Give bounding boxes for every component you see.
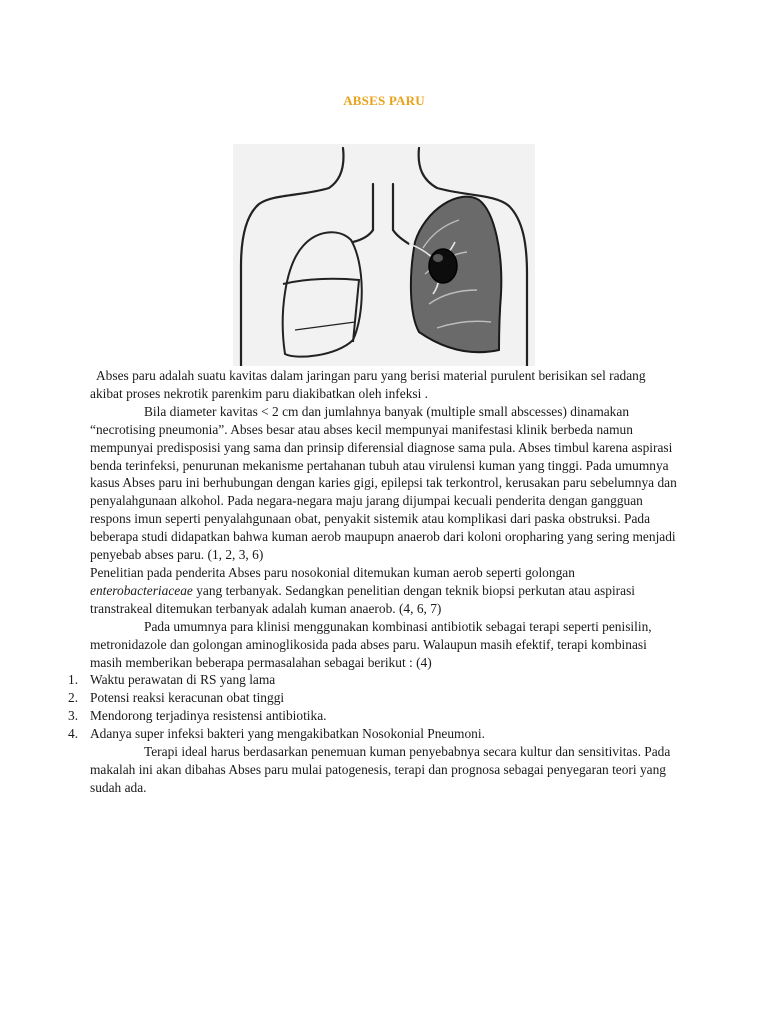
- list-item: [68, 689, 680, 707]
- list-item-number: 3.: [68, 708, 79, 724]
- paragraph-conclusion: Terapi ideal harus berdasarkan penemuan kuman penyebabnya secara kultur dan sensitivitas. Pada makalah ini akan dibahas Abses paru mulai patogenesis, terapi dan prognosa sebagai penyegaran teori yang sudah ada.: [90, 744, 671, 795]
- paragraph-research: [90, 564, 680, 618]
- paragraph-research-part-b: yang terbanyak. Sedangkan penelitian dengan teknik biopsi perkutan atau aspirasi transtrakeal ditemukan terbanyak adalah kuman anaerob. (4, 6, 7): [90, 582, 636, 616]
- list-item-text: Mendorong terjadinya resistensi antibiotika.: [90, 708, 327, 724]
- list-item-number: 2.: [68, 690, 79, 706]
- list-item-text: Potensi reaksi keracunan obat tinggi: [90, 690, 285, 706]
- paragraph-research-part-a: Penelitian pada penderita Abses paru nosokonial ditemukan kuman aerob seperti golongan: [90, 564, 575, 580]
- list-item-text: Waktu perawatan di RS yang lama: [90, 672, 276, 688]
- list-item: [68, 725, 680, 743]
- list-item-number: 1.: [68, 672, 79, 688]
- paragraph-definition: Abses paru adalah suatu kavitas dalam jaringan paru yang berisi material purulent berisikan sel radang akibat proses nekrotik parenkim paru diakibatkan oleh infeksi .: [90, 368, 646, 401]
- document-body: [68, 367, 680, 797]
- paragraph-etiology: Bila diameter kavitas < 2 cm dan jumlahnya banyak (multiple small abscesses) dinamakan “necrotising pneumonia”. Abses besar atau abses kecil mempunyai manifestasi klinik berbeda namun mempunyai predisposisi yang sama dan prinsip diferensial diagnose sama pula. Abses timbul karena aspirasi benda terinfeksi, penurunan mekanisme pertahanan tubuh atau virulensi kuman yang tinggi. Pada umumnya kasus Abses paru ini berhubungan dengan karies gigi, epilepsi tak terkontrol, kerusakan paru sebelumnya dan penyalahgunaan alkohol. Pada negara-negara maju jarang dijumpai kecuali penderita dengan gangguan respons imun seperti penyalahgunaan obat, penyakit sistemik atau komplikasi dari paska obstruksi. Pada beberapa studi didapatkan bahwa kuman aerob maupupn anaerob dari koloni oropharing yang sering menjadi penyebab abses paru. (1, 2, 3, 6): [90, 403, 677, 563]
- list-item-number: 4.: [68, 726, 79, 742]
- paragraph-therapy: Pada umumnya para klinisi menggunakan kombinasi antibiotik sebagai terapi seperti penisilin, metronidazole dan golongan aminoglikosida pada abses paru. Walaupun masih efektif, terapi kombinasi masih memberikan beberapa permasalahan sebagai berikut : (4): [90, 618, 652, 670]
- problem-list: [68, 671, 680, 743]
- list-item: [68, 707, 680, 725]
- list-item-text: Adanya super infeksi bakteri yang mengakibatkan Nosokonial Pneumoni.: [90, 726, 485, 742]
- paragraph-research-italic: enterobacteriaceae: [90, 582, 193, 598]
- document-title: ABSES PARU: [343, 93, 425, 108]
- abscess-cavity: [429, 249, 457, 283]
- lung-abscess-illustration: [233, 144, 535, 366]
- list-item: [68, 671, 680, 689]
